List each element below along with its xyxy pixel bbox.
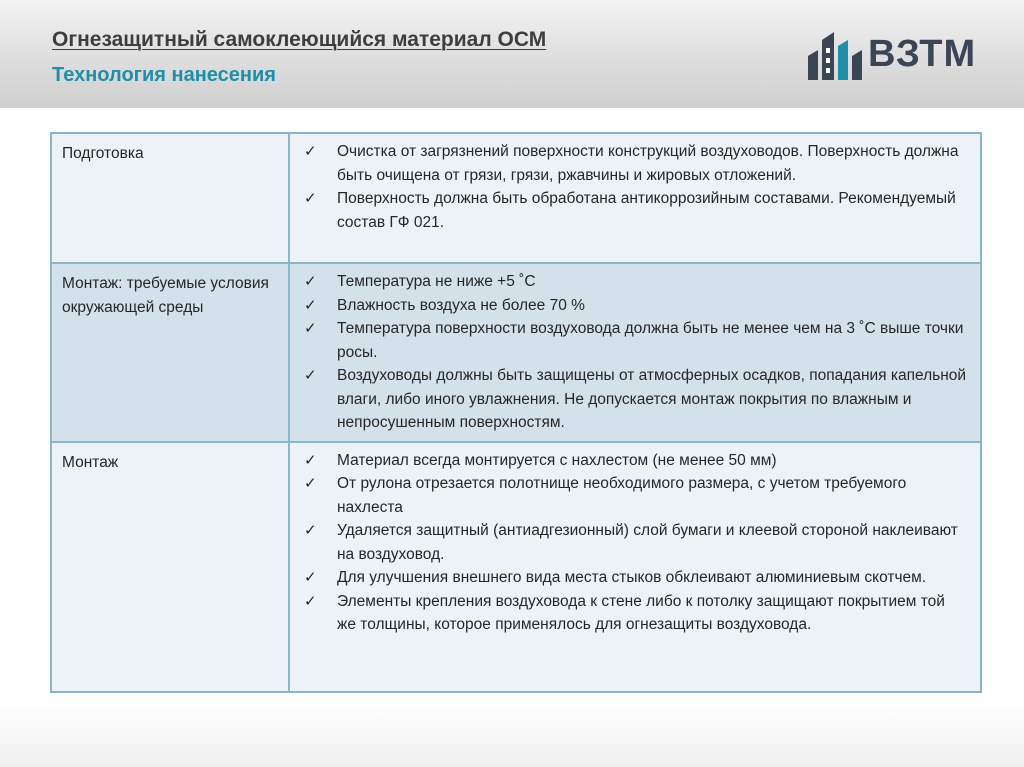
list-item-text: Материал всегда монтируется с нахлестом (не менее 50 мм) (337, 451, 777, 469)
row-label: Подготовка (51, 133, 289, 263)
slide-header (0, 0, 1024, 108)
slide-title: Огнезащитный самоклеющийся материал ОСМ (52, 28, 547, 51)
checkmark-icon: ✓ (304, 296, 317, 314)
list-item-text: Температура не ниже +5 ˚С (337, 273, 536, 290)
list-item (302, 519, 968, 566)
checkmark-icon: ✓ (304, 190, 317, 207)
list-item (302, 472, 968, 519)
list-item-text: Очистка от загрязнений поверхности конструкций воздуховодов. Поверхность должна быть очищена от грязи, грязи, ржавчины и жировых отложений. (337, 143, 959, 184)
table-row (51, 133, 981, 263)
row-content (289, 442, 981, 692)
checkmark-icon: ✓ (304, 273, 317, 290)
row-label: Монтаж (51, 442, 289, 692)
list-item (302, 270, 968, 294)
list-item (302, 590, 968, 637)
list-item-text: Воздуховоды должны быть защищены от атмосферных осадков, попадания капельной влаги, либо иного увлажнения. Не допускается монтаж покрытия по влажным и непросушенным поверхностям. (337, 367, 967, 431)
checkmark-icon: ✓ (304, 569, 317, 586)
checkmark-icon: ✓ (304, 320, 317, 337)
check-list (302, 140, 968, 234)
table-row (51, 442, 981, 692)
checkmark-icon: ✓ (304, 592, 317, 610)
row-content (289, 133, 981, 263)
checkmark-icon: ✓ (304, 367, 317, 384)
list-item (302, 140, 968, 187)
checkmark-icon: ✓ (304, 451, 317, 469)
row-label: Монтаж: требуемые условия окружающей среды (51, 263, 289, 442)
list-item-text: Температура поверхности воздуховода должна быть не менее чем на 3 ˚С выше точки росы. (337, 320, 964, 361)
table-row (51, 263, 981, 442)
company-logo (806, 26, 986, 80)
checkmark-icon: ✓ (304, 522, 317, 539)
bottom-background (0, 700, 1024, 767)
list-item (302, 294, 968, 318)
check-list (302, 449, 968, 637)
list-item-text: От рулона отрезается полотнище необходимого размера, с учетом требуемого нахлеста (337, 475, 907, 516)
slide-subtitle: Технология нанесения (52, 64, 276, 86)
row-content (289, 263, 981, 442)
list-item-text: Поверхность должна быть обработана антикоррозийным составами. Рекомендуемый состав ГФ 021. (337, 190, 956, 231)
list-item-text: Элементы крепления воздуховода к стене либо к потолку защищают покрытием той же толщины, которое применялось для огнезащиты воздуховода. (337, 592, 945, 633)
list-item (302, 364, 968, 435)
list-item (302, 449, 968, 473)
technology-table (50, 132, 982, 693)
logo-text: ВЗТМ (868, 33, 977, 75)
list-item (302, 317, 968, 364)
list-item (302, 566, 968, 590)
list-item (302, 187, 968, 234)
checkmark-icon: ✓ (304, 143, 317, 160)
checkmark-icon: ✓ (304, 475, 317, 492)
list-item-text: Влажность воздуха не более 70 % (337, 296, 585, 314)
check-list (302, 270, 968, 435)
building-logo-icon (806, 26, 866, 80)
list-item-text: Удаляется защитный (антиадгезионный) слой бумаги и клеевой стороной наклеивают на воздуховод. (337, 522, 958, 563)
list-item-text: Для улучшения внешнего вида места стыков обклеивают алюминиевым скотчем. (337, 569, 927, 586)
